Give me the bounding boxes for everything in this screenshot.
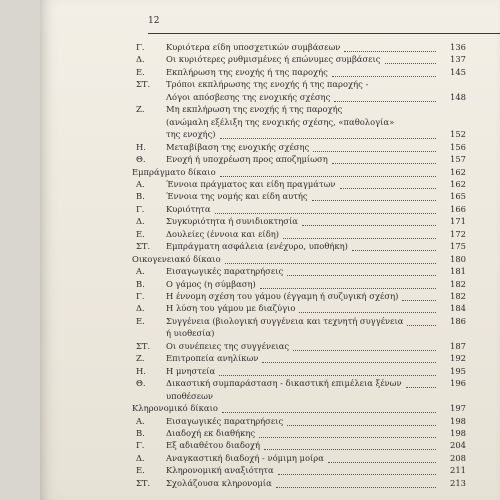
toc-entry-title: Οι κυριότερες ρυθμισμένες ή επώνυμες συμβάσεις [166,54,381,65]
toc-entry-page: 196 [450,378,466,389]
toc-entry-page: 162 [450,178,466,189]
toc-entry-title: Λόγοι απόσβεσης της ενοχικής σχέσης [166,91,331,102]
toc-entry-title: Δικαστική συμπαράσταση - δικαστική επιμέλεια ξένων [166,378,402,389]
toc-entry-page: 182 [450,278,466,289]
toc-entry-page: 137 [450,54,466,65]
toc-entry-title: Η μνηστεία [166,365,216,376]
toc-entry-title: Ενοχή ή υποχρέωση προς αποζημίωση [166,154,328,165]
toc-entry-title: Αναγκαστική διαδοχή - νόμιμη μοίρα [166,452,324,463]
toc-entry-title: Διαδοχή εκ διαθήκης [166,427,256,438]
toc-entry-number: Ζ. [136,353,145,364]
toc-entry-number: ΣΤ. [136,79,151,90]
toc-entry-page: 148 [450,91,466,102]
toc-entry-number: Γ. [136,42,145,52]
toc-entry-number: ΣΤ. [136,477,151,488]
toc-entry-title: Οι συνέπειες της συγγένειας [166,340,290,351]
toc-entry-title: Εισαγωγικές παρατηρήσεις [166,415,284,426]
toc-entry-number: Δ. [136,452,145,463]
toc-entry-title: Εξ αδιαθέτου διαδοχή [166,440,260,451]
toc-entry-page: 198 [450,415,466,426]
toc-entry-page: 180 [450,253,466,264]
toc-entry-number: Α. [136,178,145,189]
toc-entry-page: 195 [450,365,466,376]
book-page [40,0,500,500]
toc-entry-title: Κυριότερα είδη υποσχετικών συμβάσεων [166,42,341,52]
toc-entry-number: Η. [136,141,146,152]
toc-entry-title: Μεταβίβαση της ενοχικής σχέσης [166,141,310,152]
toc-entry-number: Ε. [136,66,145,77]
toc-entry-page: 181 [450,266,466,277]
toc-entry-number: Ε. [136,465,145,476]
toc-entry-page: 192 [450,353,466,364]
toc-entry-page: 204 [450,440,466,451]
toc-entry-title: Μη εκπλήρωση της ενοχής ή της παροχής [166,104,343,115]
toc-entry-title: Συγκυριότητα ή συνιδιοκτησία [166,216,298,227]
toc-entry-title: Η λύση του γάμου με διαζύγιο [166,303,296,314]
toc-entry-number: Α. [136,415,145,426]
toc-entry-page: 197 [450,403,466,414]
toc-entry-number: Γ. [136,440,145,451]
toc-entry-page: 186 [450,315,466,326]
toc-entry-title: Κληρονομική αναξιότητα [166,465,274,476]
toc-entry-number: Β. [136,427,145,438]
toc-entry-title: Ο γάμος (η σύμβαση) [166,278,256,289]
toc-entry-title: Οικογενειακό δίκαιο [132,253,221,264]
toc-entry-page: 162 [450,166,466,177]
toc-entry-page: 156 [450,141,466,152]
page-edge-shadow [496,0,500,500]
toc-entry-page: 211 [450,465,466,476]
toc-entry-title: Τρόποι εκπλήρωσης της ενοχής ή της παροχής - [166,79,369,90]
toc-entry-title: Επιτροπεία ανηλίκων [166,353,259,364]
toc-entry-page: 198 [450,427,466,438]
toc-entry-number: Η. [136,365,146,376]
toc-entry-title: Εκπλήρωση της ενοχής ή της παροχής [166,66,328,77]
toc-dot-leader [276,486,436,488]
toc-entry-title: Έννοια της νομής και είδη αυτής [166,191,308,202]
toc-entry-number: Ε. [136,315,145,326]
toc-entry-number: Δ. [136,216,145,227]
toc-entry-title: Σχολάζουσα κληρονομία [166,477,272,488]
toc-entry-number: Ε. [136,228,145,239]
toc-entry-page: 172 [450,228,466,239]
toc-entry-title: Εμπράγματη ασφάλεια (ενέχυρο, υποθήκη) [166,241,348,252]
toc-entry-title: Έννοια πράγματος και είδη πραγμάτων [166,178,336,189]
toc-entry-title: Η έννομη σχέση του γάμου (έγγαμη ή συζυγική σχέση) [166,291,399,301]
toc-entry-page: 208 [450,452,466,463]
toc-entry [40,476,500,490]
toc-entry-page: 166 [450,203,466,214]
toc-entry-page: 187 [450,340,466,351]
toc-entry-page: 171 [450,216,466,227]
toc-entry-page: 182 [450,291,466,301]
toc-entry-title: (ανώμαλη εξέλιξη της ενοχικής σχέσης, «παθολογία» [166,116,395,127]
toc-entry-number: Ζ. [136,104,145,115]
toc-entry-title: Κυριότητα [166,203,211,214]
toc-entry-number: Δ. [136,303,145,314]
toc-entry-title: Εμπράγματο δίκαιο [132,166,216,177]
toc-entry-page: 152 [450,129,466,140]
toc-entry-number: Θ. [136,378,146,389]
header-rule [148,33,500,34]
toc-entry-title: Εισαγωγικές παρατηρήσεις [166,266,284,277]
toc-entry-number: ΣΤ. [136,340,151,351]
toc-entry-number: Δ. [136,54,145,65]
toc-entry-page: 165 [450,191,466,202]
toc-entry-page: 184 [450,303,466,314]
page-number: 12 [148,16,160,26]
toc-entry-page: 175 [450,241,466,252]
toc-entry-page: 145 [450,66,466,77]
toc-entry-title: Δουλείες (έννοια και είδη) [166,228,280,239]
toc-entry-number: ΣΤ. [136,241,151,252]
toc-entry-page: 213 [450,477,466,488]
toc-entry-number: Γ. [136,291,145,301]
toc-entry-title: Κληρονομικό δίκαιο [132,403,218,414]
toc-entry-title: ή υιοθεσία) [166,328,215,339]
toc-entry-page: 136 [450,42,466,52]
toc-entry-number: Α. [136,266,145,277]
toc-entry-number: Γ. [136,203,145,214]
toc-entry-title: υποθέσεων [166,390,213,401]
toc-entry-page: 157 [450,154,466,165]
toc-entry-title: της ενοχής) [166,129,216,140]
toc-entry-title: Συγγένεια (βιολογική συγγένεια και τεχνητή συγγένεια [166,315,404,326]
toc-entry-number: Θ. [136,154,146,165]
toc-entry-number: Β. [136,278,145,289]
toc-entry-number: Β. [136,191,145,202]
